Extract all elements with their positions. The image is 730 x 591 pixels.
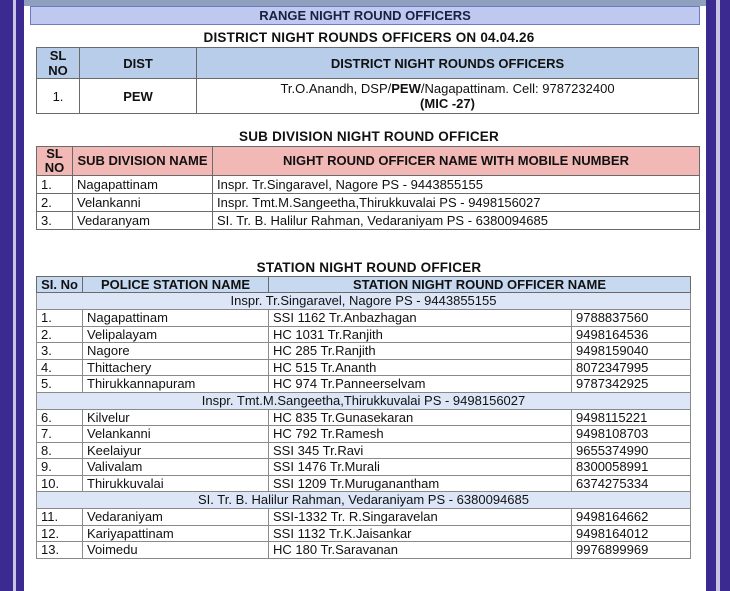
station-sl: 11. [37,509,83,526]
table-row [37,359,691,376]
table-row [37,409,691,426]
station-officer: SSI-1332 Tr. R.Singaravelan [269,509,572,526]
district-header-row [37,48,699,79]
station-header-ps: POLICE STATION NAME [83,277,269,293]
station-mobile: 9498115221 [572,409,691,426]
table-row [37,310,691,327]
station-ps: Thirukkuvalai [83,475,269,492]
station-officer: HC 974 Tr.Panneerselvam [269,376,572,393]
station-sl: 12. [37,525,83,542]
district-officer-unit: PEW [391,81,421,96]
station-group-row [37,293,691,310]
station-sl: 6. [37,409,83,426]
station-ps: Valivalam [83,459,269,476]
station-header-sl: SI. No [37,277,83,293]
station-sl: 2. [37,326,83,343]
station-sl: 13. [37,542,83,559]
district-officer-pre: Tr.O.Anandh, DSP/ [280,81,392,96]
subdivision-header-row [37,147,700,176]
range-banner: RANGE NIGHT ROUND OFFICERS [30,6,700,25]
subdivision-table [36,146,700,230]
station-mobile: 8300058991 [572,459,691,476]
subdivision-name: Vedaranyam [73,212,213,230]
station-header-officer: STATION NIGHT ROUND OFFICER NAME [269,277,691,293]
table-row [37,212,700,230]
table-row [37,525,691,542]
station-officer: SSI 1209 Tr.Muruganantham [269,475,572,492]
station-mobile: 9655374990 [572,442,691,459]
subdivision-officer: Inspr. Tr.Singaravel, Nagore PS - 9443855155 [213,176,700,194]
station-header-row [37,277,691,293]
station-sl: 10. [37,475,83,492]
station-group-label: Inspr. Tmt.M.Sangeetha,Thirukkuvalai PS - 9498156027 [37,392,691,409]
station-officer: HC 515 Tr.Ananth [269,359,572,376]
station-officer: SSI 1476 Tr.Murali [269,459,572,476]
subdivision-name: Nagapattinam [73,176,213,194]
station-sl: 5. [37,376,83,393]
table-row [37,343,691,360]
station-ps: Thirukkannapuram [83,376,269,393]
station-group-row [37,492,691,509]
district-header-officer: DISTRICT NIGHT ROUNDS OFFICERS [197,48,699,79]
subdivision-header-sl: SL NO [37,147,73,176]
subdivision-officer: SI. Tr. B. Halilur Rahman, Vedaraniyam PS - 6380094685 [213,212,700,230]
district-title: DISTRICT NIGHT ROUNDS OFFICERS ON 04.04.26 [203,30,535,45]
station-officer: SSI 1162 Tr.Anbazhagan [269,310,572,327]
district-table [36,47,699,114]
station-mobile: 9787342925 [572,376,691,393]
station-mobile: 6374275334 [572,475,691,492]
station-ps: Kilvelur [83,409,269,426]
station-mobile: 9976899969 [572,542,691,559]
subdivision-officer: Inspr. Tmt.M.Sangeetha,Thirukkuvalai PS - 9498156027 [213,194,700,212]
station-sl: 8. [37,442,83,459]
station-table [36,276,691,559]
district-officer-code: (MIC -27) [420,96,475,111]
subdivision-sl: 3. [37,212,73,230]
table-row [37,376,691,393]
district-officer-post: /Nagapattinam. Cell: 9787232400 [420,81,615,96]
page-border-right [706,0,730,591]
station-sl: 4. [37,359,83,376]
district-dist: PEW [80,79,197,114]
table-row [37,475,691,492]
station-ps: Keelaiyur [83,442,269,459]
station-title: STATION NIGHT ROUND OFFICER [256,260,482,275]
station-group-label: SI. Tr. B. Halilur Rahman, Vedaraniyam PS - 6380094685 [37,492,691,509]
district-officer [197,79,699,114]
table-row [37,176,700,194]
station-ps: Velankanni [83,426,269,443]
page-border-left [0,0,24,591]
subdivision-header-name: SUB DIVISION NAME [73,147,213,176]
table-row [37,442,691,459]
document-body [36,26,702,559]
subdivision-name: Velankanni [73,194,213,212]
station-mobile: 8072347995 [572,359,691,376]
district-sl: 1. [37,79,80,114]
station-ps: Voimedu [83,542,269,559]
station-mobile: 9498164662 [572,509,691,526]
table-row [37,426,691,443]
station-sl: 7. [37,426,83,443]
station-ps: Velipalayam [83,326,269,343]
station-mobile: 9498108703 [572,426,691,443]
station-officer: HC 835 Tr.Gunasekaran [269,409,572,426]
station-ps: Nagore [83,343,269,360]
station-ps: Nagapattinam [83,310,269,327]
station-officer: SSI 1132 Tr.K.Jaisankar [269,525,572,542]
district-header-dist: DIST [80,48,197,79]
station-officer: HC 792 Tr.Ramesh [269,426,572,443]
station-group-label: Inspr. Tr.Singaravel, Nagore PS - 9443855155 [37,293,691,310]
station-group-row [37,392,691,409]
station-mobile: 9498164536 [572,326,691,343]
table-row [37,459,691,476]
station-sl: 3. [37,343,83,360]
table-row [37,509,691,526]
subdivision-title: SUB DIVISION NIGHT ROUND OFFICER [239,129,499,144]
table-row [37,326,691,343]
table-row [37,542,691,559]
station-ps: Vedaraniyam [83,509,269,526]
station-mobile: 9498159040 [572,343,691,360]
station-officer: HC 285 Tr.Ranjith [269,343,572,360]
subdivision-sl: 2. [37,194,73,212]
station-mobile: 9498164012 [572,525,691,542]
subdivision-sl: 1. [37,176,73,194]
district-header-sl: SL NO [37,48,80,79]
station-officer: HC 180 Tr.Saravanan [269,542,572,559]
station-mobile: 9788837560 [572,310,691,327]
district-row [37,79,699,114]
table-row [37,194,700,212]
station-ps: Thittachery [83,359,269,376]
subdivision-header-officer: NIGHT ROUND OFFICER NAME WITH MOBILE NUMBER [213,147,700,176]
station-sl: 9. [37,459,83,476]
station-ps: Kariyapattinam [83,525,269,542]
station-sl: 1. [37,310,83,327]
station-officer: HC 1031 Tr.Ranjith [269,326,572,343]
station-officer: SSI 345 Tr.Ravi [269,442,572,459]
